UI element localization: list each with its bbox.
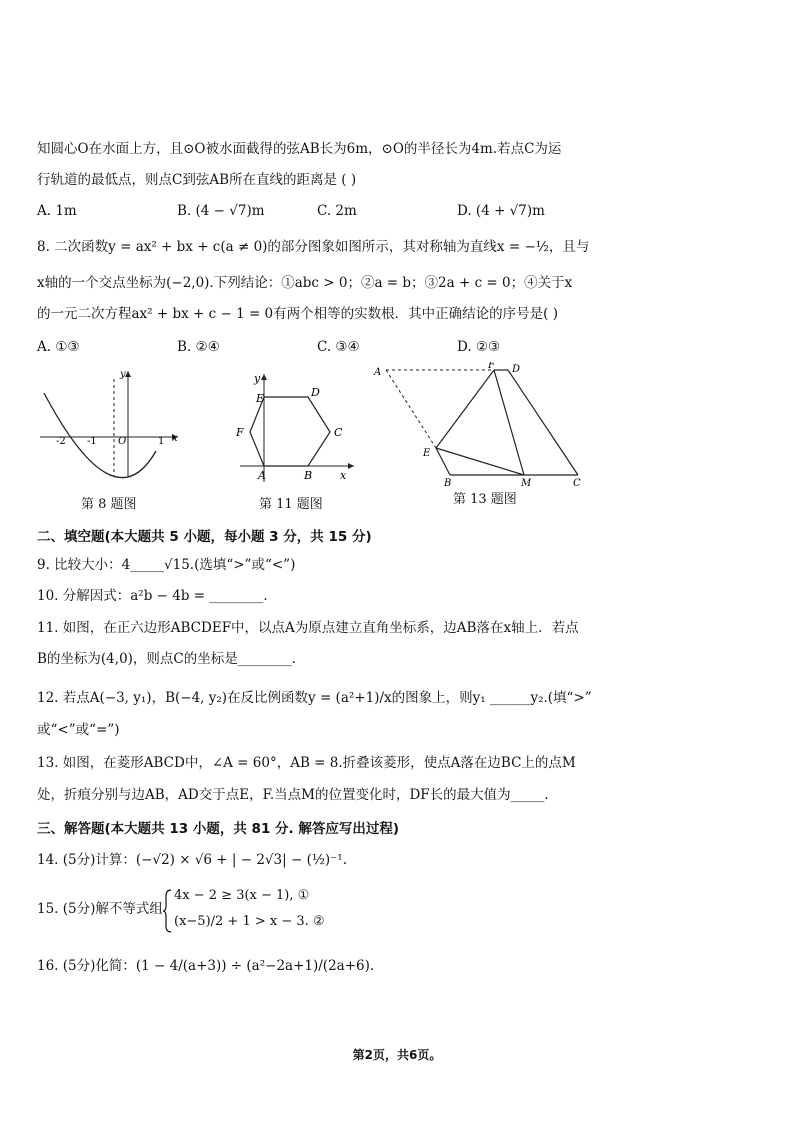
section-3-heading: 三、解答题(本大题共 13 小题，共 81 分. 解答应写出过程)	[37, 821, 400, 837]
fig11-vertex-b: B	[304, 469, 313, 482]
fig11-caption: 第 11 题图	[259, 497, 323, 512]
fig13-vertex-a: A	[374, 367, 382, 378]
fig11-axis-x: x	[340, 469, 347, 482]
q13-line1: 13. 如图，在菱形ABCD中，∠A = 60°，AB = 8.折叠该菱形，使点A落在边BC上的点M	[37, 755, 576, 771]
fig11-vertex-d: D	[311, 386, 320, 399]
q7-option-c: C. 2m	[317, 203, 357, 219]
q11-line2: B的坐标为(4,0)，则点C的坐标是________.	[37, 651, 297, 667]
fig11-vertex-f: F	[236, 426, 244, 439]
section-2-heading: 二、填空题(本大题共 5 小题，每小题 3 分，共 15 分)	[37, 529, 372, 545]
q8-line3: 的一元二次方程ax² + bx + c − 1 = 0有两个相等的实数根．其中正确结论的序号是( )	[37, 306, 558, 322]
q10: 10. 分解因式：a²b − 4b = ________.	[37, 588, 268, 604]
figure-13-rhombus	[370, 362, 590, 488]
q11-line1: 11. 如图，在正六边形ABCDEF中，以点A为原点建立直角坐标系，边AB落在x轴上．若点	[37, 620, 579, 636]
q8-option-b: B. ②④	[177, 339, 220, 355]
q9: 9. 比较大小：4_____√15.(选填“>”或“<”)	[37, 557, 296, 573]
fig8-tick-neg1: -1	[87, 436, 97, 447]
q15-brace	[163, 888, 173, 934]
q13-line2: 处，折痕分别与边AB，AD交于点E，F.当点M的位置变化时，DF长的最大值为_____.	[37, 787, 549, 803]
fig13-caption: 第 13 题图	[453, 492, 517, 507]
fig8-origin: O	[118, 436, 127, 447]
fig8-caption: 第 8 题图	[81, 497, 137, 512]
fig13-vertex-b: B	[444, 478, 452, 488]
q7-line2: 行轨道的最低点，则点C到弦AB所在直线的距离是 ( )	[37, 172, 357, 188]
fig13-vertex-f: F	[488, 362, 495, 371]
q12-line2: 或“<”或“=”)	[37, 722, 120, 738]
q8-option-d: D. ②③	[457, 339, 501, 355]
q12-line1: 12. 若点A(−3, y₁)，B(−4, y₂)在反比例函数y = (a²+1)/x的图象上，则y₁ ______y₂.(填“>”	[37, 690, 592, 706]
fig11-axis-y: y	[254, 372, 261, 385]
fig11-vertex-a: A	[258, 469, 266, 482]
fig13-vertex-c: C	[573, 478, 581, 488]
q15-inequality-2: (x−5)/2 + 1 > x − 3. ②	[174, 914, 325, 929]
q7-option-d: D. (4 + √7)m	[457, 203, 545, 219]
q15-inequality-1: 4x − 2 ≥ 3(x − 1), ①	[174, 888, 310, 903]
q16: 16. (5分)化简：(1 − 4/(a+3)) ÷ (a²−2a+1)/(2a+6).	[37, 958, 375, 974]
q7-line1: 知圆心O在水面上方，且⊙O被水面截得的弦AB长为6m，⊙O的半径长为4m.若点C为运	[37, 141, 562, 157]
fig13-vertex-d: D	[512, 364, 521, 375]
q15-prefix: 15. (5分)解不等式组	[37, 901, 163, 917]
q8-line1: 8. 二次函数y = ax² + bx + c(a ≠ 0)的部分图象如图所示，其对称轴为直线x = −½，且与	[37, 239, 590, 255]
figure-8-parabola	[36, 365, 186, 485]
figure-11-hexagon	[230, 366, 360, 486]
fig8-tick-1: 1	[158, 436, 165, 447]
q8-option-c: C. ③④	[317, 339, 360, 355]
q7-option-a: A. 1m	[37, 203, 77, 219]
fig8-axis-y: y	[120, 369, 126, 380]
fig8-tick-neg2: -2	[56, 436, 66, 447]
fig8-axis-x: x	[172, 433, 178, 444]
fig11-vertex-c: C	[334, 426, 343, 439]
fig13-vertex-e: E	[423, 448, 431, 459]
q8-line2: x轴的一个交点坐标为(−2,0).下列结论：①abc > 0；②a = b；③2a + c = 0；④关于x	[37, 275, 573, 291]
q7-option-b: B. (4 − √7)m	[177, 203, 265, 219]
q14: 14. (5分)计算：(−√2) × √6 + | − 2√3| − (½)⁻¹.	[37, 852, 348, 868]
page-footer: 第2页，共6页。	[352, 1048, 442, 1062]
q8-option-a: A. ①③	[37, 339, 80, 355]
fig13-vertex-m: M	[521, 478, 532, 488]
fig11-vertex-e: E	[256, 392, 265, 405]
